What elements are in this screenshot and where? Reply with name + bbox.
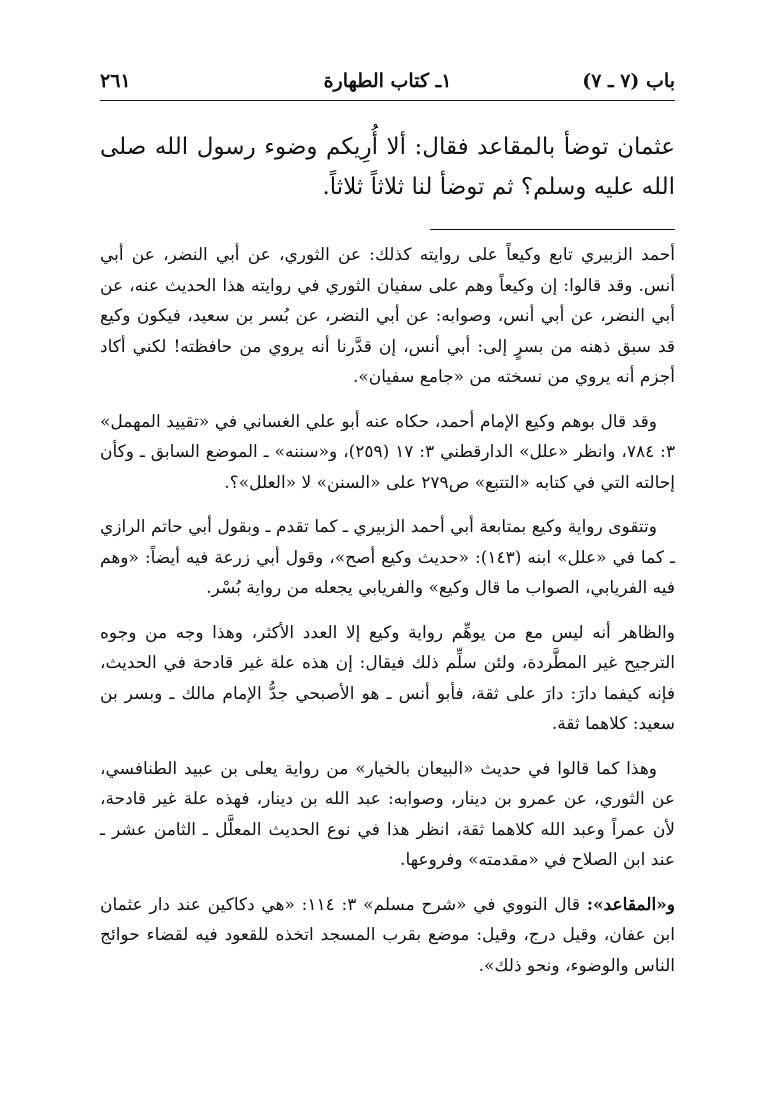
book-title: ١ـ كتاب الطهارة [323, 70, 452, 92]
footnote-paragraph: وقد قال بوهم وكيع الإمام أحمد، حكاه عنه أبو علي الغساني في «تقييد المهمل» ٣: ٧٨٤، وانظر «علل» الدارقطني ٣: ١٧ (٢٥٩)، و«سننه» ـ الموضع السابق ـ وكأن إحالته التي في كتابه «التتبع» ص٢٧٩ على «السنن» لا «العلل»؟. [100, 411, 675, 493]
footnotes [100, 240, 675, 981]
footnote-paragraph: وهذا كما قالوا في حديث «البيعان بالخيار» من رواية يعلى بن عبيد الطنافسي، عن الثوري، عن عمرو بن دينار، وصوابه: عبد الله بن دينار، فهذه علة غير قادحة، لأن عمراً وعبد الله كلاهما ثقة، انظر هذا في نوع الحديث المعلَّل ـ الثامن عشر ـ عند ابن الصلاح في «مقدمته» وفروعها. [100, 758, 675, 870]
footnote-paragraph-maqaid [100, 890, 675, 982]
footnote-lead-term: و«المقاعد»: [586, 894, 675, 915]
main-text: عثمان توضأ بالمقاعد فقال: ألا أُرِيكم وضوء رسول الله صلى الله عليه وسلم؟ ثم توضأ لنا ثلاثاً ثلاثاً. [100, 134, 675, 200]
page-number: ٢٦١ [100, 70, 131, 92]
chapter-heading: باب (٧ ـ ٧) [582, 70, 675, 92]
running-header [100, 62, 675, 100]
footnote-paragraph: وتتقوى رواية وكيع بمتابعة أبي أحمد الزبيري ـ كما تقدم ـ وبقول أبي حاتم الرازي ـ كما في «علل» ابنه (١٤٣): «حديث وكيع أصح»، وقول أبي زرعة فيه أيضاً: «وهم فيه الفريابي، الصواب ما قال وكيع» والفريابي يجعله من رواية بُسْر. [100, 517, 675, 598]
footnote-divider [430, 229, 675, 230]
footnote-paragraph: أحمد الزبيري تابع وكيعاً على روايته كذلك: عن الثوري، عن أبي النضر، عن أبي أنس. وقد قالوا: إن وكيعاً وهم على سفيان الثوري في روايته هذا الحديث عنه، عن أبي النضر، عن أبي أنس، وصوابه: عن أبي النضر، عن بُسر بن سعيد، فيكون وكيع قد سبق ذهنه من بسرٍ إلى: أبي أنس، إن قدَّرنا أنه يروي من حافظته! لكني أكاد أجزم أنه يروي من نسخته من «جامع سفيان». [100, 245, 675, 387]
header-divider [100, 100, 675, 101]
book-page [100, 62, 675, 995]
footnote-text: قال النووي في «شرح مسلم» ٣: ١١٤: «هي دكاكين عند دار عثمان ابن عفان، وقيل درج، وقيل: موضع بقرب المسجد اتخذه للقعود فيه لقضاء حوائج الناس والوضوء، ونحو ذلك». [100, 894, 675, 976]
footnote-paragraph: والظاهر أنه ليس مع من يوهِّم رواية وكيع إلا العدد الأكثر، وهذا وجه من وجوه الترجيح غير المطَّردة، ولئن سلِّم ذلك فيقال: إن هذه علة غير قادحة في الحديث، فإنه كيفما دارَ: دارَ على ثقة، فأبو أنس ـ هو الأصبحي جدُّ الإمام مالك ـ وبسر بن سعيد: كلاهما ثقة. [100, 622, 675, 734]
